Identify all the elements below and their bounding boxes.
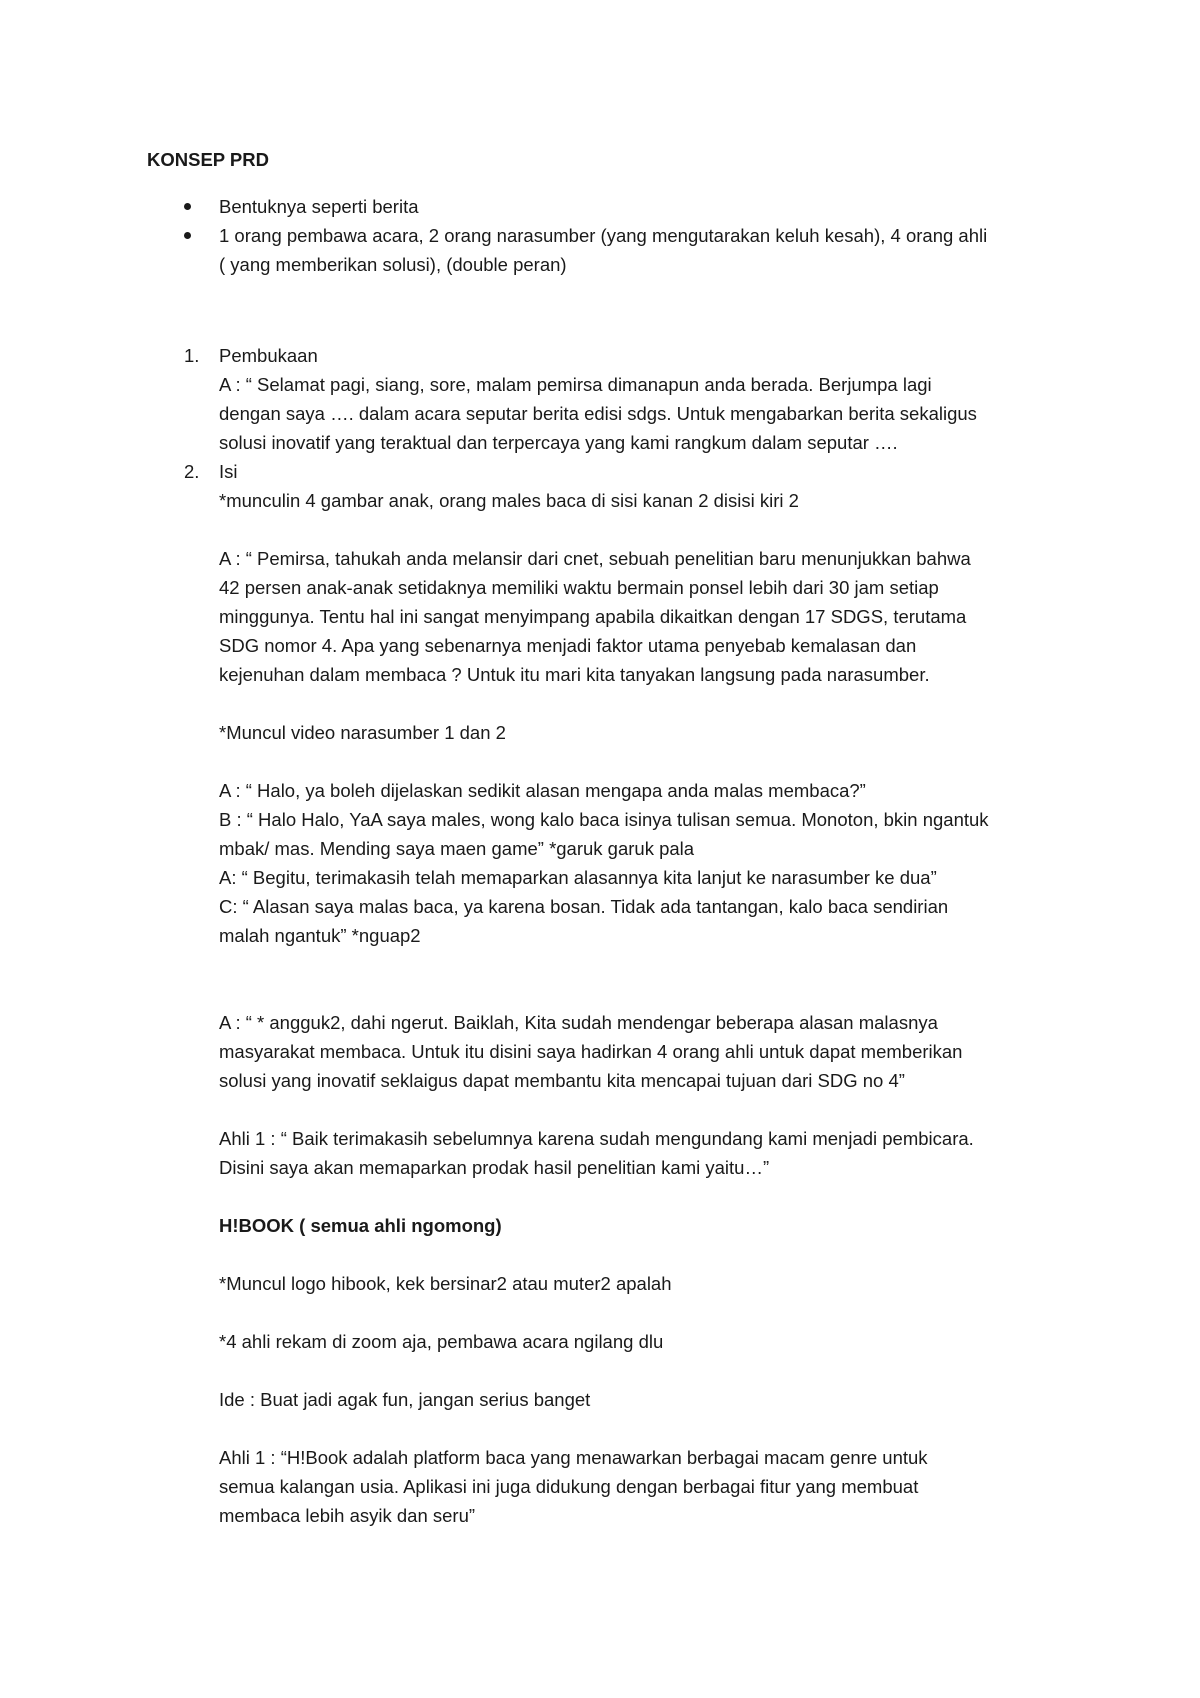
bullet-text: ( yang memberikan solusi), (double peran) <box>219 254 567 275</box>
paragraph-line: SDG nomor 4. Apa yang sebenarnya menjadi faktor utama penyebab kemalasan dan <box>219 635 917 656</box>
paragraph-line: solusi yang inovatif seklaigus dapat membantu kita mencapai tujuan dari SDG no 4” <box>219 1070 905 1091</box>
list-number: 2. <box>184 461 200 482</box>
dialog-line: malah ngantuk” *nguap2 <box>219 925 421 946</box>
section-heading: Isi <box>219 461 238 482</box>
paragraph-line: kejenuhan dalam membaca ? Untuk itu mari kita tanyakan langsung pada narasumber. <box>219 664 930 685</box>
dialog-line: C: “ Alasan saya malas baca, ya karena bosan. Tidak ada tantangan, kalo baca sendirian <box>219 896 949 917</box>
paragraph-line: masyarakat membaca. Untuk itu disini saya hadirkan 4 orang ahli untuk dapat memberikan <box>219 1041 963 1062</box>
section-heading: Pembukaan <box>219 345 318 366</box>
bullet-icon <box>184 232 191 239</box>
section-pembukaan <box>147 341 1067 457</box>
dialog-line: Disini saya akan memaparkan prodak hasil penelitian kami yaitu…” <box>219 1157 770 1178</box>
dialog-line: membaca lebih asyik dan seru” <box>219 1505 476 1526</box>
dialog-line: A: “ Begitu, terimakasih telah memaparkan alasannya kita lanjut ke narasumber ke dua” <box>219 867 937 888</box>
stage-note: *munculin 4 gambar anak, orang males baca di sisi kanan 2 disisi kiri 2 <box>219 490 799 511</box>
numbered-list <box>147 341 1067 1530</box>
dialog-line: semua kalangan usia. Aplikasi ini juga didukung dengan berbagai fitur yang membuat <box>219 1476 919 1497</box>
paragraph-line: A : “ * angguk2, dahi ngerut. Baiklah, Kita sudah mendengar beberapa alasan malasnya <box>219 1012 938 1033</box>
bullet-icon <box>184 203 191 210</box>
dialog-line: A : “ Halo, ya boleh dijelaskan sedikit alasan mengapa anda malas membaca?” <box>219 780 866 801</box>
paragraph-line: 42 persen anak-anak setidaknya memiliki waktu bermain ponsel lebih dari 30 jam setiap <box>219 577 939 598</box>
dialog-line: mbak/ mas. Mending saya maen game” *garuk garuk pala <box>219 838 695 859</box>
bullet-text: 1 orang pembawa acara, 2 orang narasumber (yang mengutarakan keluh kesah), 4 orang ahli <box>219 225 988 246</box>
bullet-item <box>147 192 1067 221</box>
stage-note: *Muncul video narasumber 1 dan 2 <box>219 722 506 743</box>
document-title: KONSEP PRD <box>147 149 269 170</box>
dialog-line: solusi inovatif yang teraktual dan terpercaya yang kami rangkum dalam seputar …. <box>219 432 898 453</box>
idea-note: Ide : Buat jadi agak fun, jangan serius banget <box>219 1389 591 1410</box>
paragraph-line: A : “ Pemirsa, tahukah anda melansir dari cnet, sebuah penelitian baru menunjukkan bahwa <box>219 548 971 569</box>
stage-note: *Muncul logo hibook, kek bersinar2 atau muter2 apalah <box>219 1273 672 1294</box>
hibook-heading: H!BOOK ( semua ahli ngomong) <box>219 1215 502 1236</box>
bullet-list <box>147 192 1067 279</box>
section-isi <box>147 457 1067 1530</box>
dialog-line: A : “ Selamat pagi, siang, sore, malam pemirsa dimanapun anda berada. Berjumpa lagi <box>219 374 932 395</box>
stage-note: *4 ahli rekam di zoom aja, pembawa acara ngilang dlu <box>219 1331 664 1352</box>
dialog-line: dengan saya …. dalam acara seputar berita edisi sdgs. Untuk mengabarkan berita sekaligus <box>219 403 977 424</box>
bullet-item <box>147 221 1067 279</box>
paragraph-line: minggunya. Tentu hal ini sangat menyimpang apabila dikaitkan dengan 17 SDGS, terutama <box>219 606 967 627</box>
bullet-text: Bentuknya seperti berita <box>219 196 419 217</box>
dialog-line: Ahli 1 : “ Baik terimakasih sebelumnya karena sudah mengundang kami menjadi pembicara. <box>219 1128 974 1149</box>
dialog-line: Ahli 1 : “H!Book adalah platform baca yang menawarkan berbagai macam genre untuk <box>219 1447 928 1468</box>
list-number: 1. <box>184 345 200 366</box>
dialog-line: B : “ Halo Halo, YaA saya males, wong kalo baca isinya tulisan semua. Monoton, bkin ngantuk <box>219 809 989 830</box>
